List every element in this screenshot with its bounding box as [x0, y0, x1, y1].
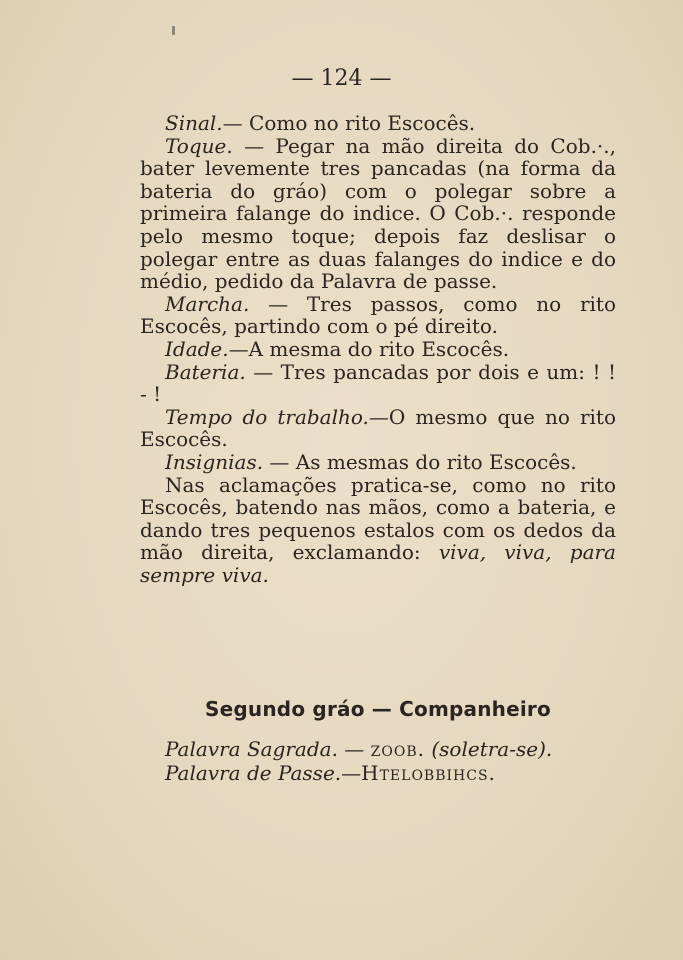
- password-label: Palavra de Passe.: [165, 761, 342, 785]
- acclamation-text: Nas aclamações pratica-se, como no rito Escocês, batendo nas mãos, como a bateria, e dando tres pequenos estalos com os dedos da mão direita, exclamando:: [140, 472, 616, 565]
- paragraph-bateria: [140, 361, 616, 406]
- paragraph-text: —O mesmo que no rito Escocês.: [140, 404, 617, 452]
- term: Sinal.: [165, 111, 223, 135]
- password-separator: —: [337, 737, 371, 761]
- password-word: Htelobbihcs.: [361, 761, 496, 785]
- password-line-sagrada: [140, 737, 616, 761]
- password-line-passe: [140, 761, 616, 785]
- paragraph-insignias: [140, 451, 616, 474]
- section-heading: Segundo gráo — Companheiro: [205, 697, 551, 721]
- paragraph-text: — Tres passos, como no rito Escocês, partindo com o pé direito.: [140, 291, 616, 339]
- paragraph-text: — Como no rito Escocês.: [222, 111, 476, 135]
- term: Toque.: [165, 133, 233, 158]
- paragraph-acclamation: [140, 474, 616, 587]
- paragraph-text: — As mesmas do rito Escocês.: [263, 449, 577, 474]
- password-note: (soletra-se).: [425, 737, 553, 761]
- password-word: zoob.: [370, 737, 425, 761]
- acclamation-exclamation: viva, viva, para sempre viva.: [140, 540, 616, 587]
- term: Tempo do trabalho.: [165, 404, 369, 429]
- paragraph-sinal: [140, 112, 616, 135]
- paragraph-text: —A mesma do rito Escocês.: [228, 336, 510, 361]
- password-separator: —: [341, 761, 362, 785]
- paragraph-text: — Tres pancadas por dois e um: ! ! - !: [140, 359, 616, 407]
- paragraph-tempo: [140, 406, 616, 451]
- paragraph-toque: [140, 135, 616, 293]
- term: Idade.: [165, 336, 229, 361]
- paragraph-idade: [140, 338, 616, 361]
- ink-speck: [172, 26, 175, 35]
- paragraph-text: — Pegar na mão direita do Cob.·., bater levemente tres pancadas (na forma da bateria do gráo) com o polegar sobre a primeira falange do indice. O Cob.·. responde pelo mesmo toque; depois faz deslisar o polegar entre as duas falanges do indice e do médio, pedido da Palavra de passe.: [140, 133, 616, 294]
- term: Marcha.: [165, 291, 250, 316]
- password-block: [140, 737, 616, 785]
- body-text: [140, 112, 616, 586]
- paragraph-marcha: [140, 293, 616, 338]
- term: Insignias.: [165, 449, 264, 474]
- page-number: — 124 —: [291, 66, 392, 91]
- term: Bateria.: [165, 359, 246, 384]
- password-label: Palavra Sagrada.: [165, 737, 338, 761]
